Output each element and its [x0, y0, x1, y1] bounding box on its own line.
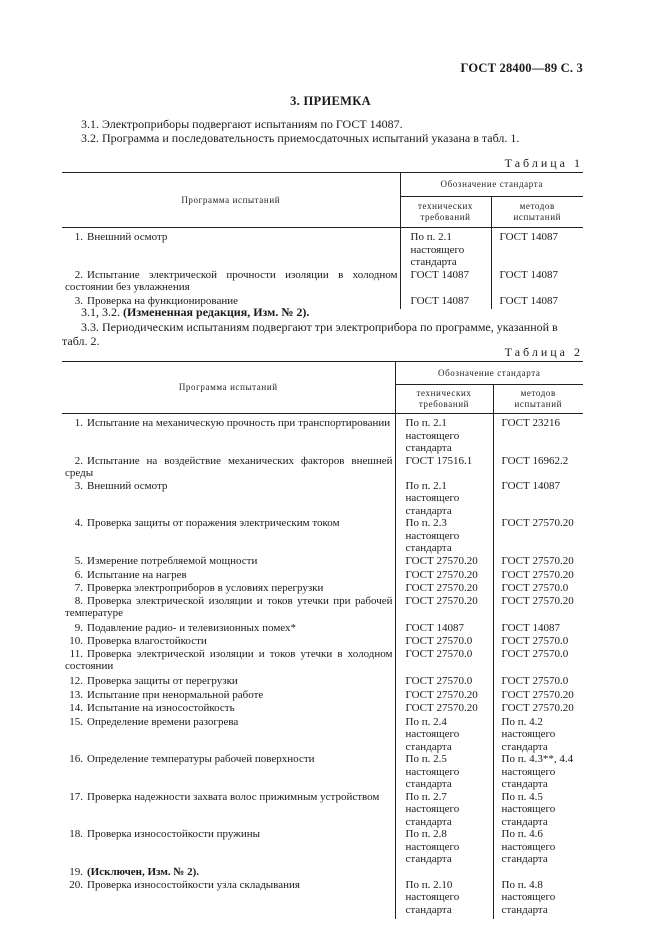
row-method-standard: По п. 4.8 настоящего стандарта: [501, 878, 556, 916]
row-method-standard: ГОСТ 14087: [501, 479, 560, 492]
table-row: 17. Проверка надежности захвата волос прижимным устройством По п. 2.7 настоящего стандарта По п. 4.5 настоящего стандарта: [62, 791, 583, 829]
row-name: Проверка электроприборов в условиях перегрузки: [87, 581, 324, 594]
table-row: 11. Проверка электрической изоляции и токов утечки в холодном состоянии ГОСТ 27570.0 ГОСТ 27570.0: [62, 648, 583, 675]
row-name: Проверка износостойкости пружины: [87, 828, 260, 840]
table2-label: Таблица 2: [504, 345, 583, 359]
row-tech-standard: ГОСТ 27570.0: [395, 675, 493, 689]
table-1: [62, 172, 583, 309]
row-name: Испытание на износостойкость: [87, 701, 235, 714]
row-tech-standard: ГОСТ 27570.20: [395, 595, 493, 622]
row-name: Испытание на механическую прочность при транспортировании: [87, 417, 391, 429]
table-row: 20. Проверка износостойкости узла складывания По п. 2.10 настоящего стандарта По п. 4.8 настоящего стандарта: [62, 879, 583, 919]
row-tech-standard: По п. 2.1 настоящего стандарта: [395, 480, 493, 518]
row-name: Испытание на воздействие механических факторов внешней среды: [65, 454, 393, 479]
row-method-standard: ГОСТ 27570.20: [501, 517, 574, 529]
paragraph-3-1: 3.1. Электроприборы подвергают испытаниям по ГОСТ 14087.: [81, 117, 403, 131]
row-tech-standard: ГОСТ 14087: [395, 622, 493, 635]
row-tech-standard: ГОСТ 27570.0: [395, 648, 493, 675]
table2-head-tech: технических требований: [395, 385, 493, 414]
table-row: 2. Испытание на воздействие механических факторов внешней среды ГОСТ 17516.1 ГОСТ 16962.2: [62, 455, 583, 480]
table-2: [62, 361, 583, 919]
row-tech-standard: ГОСТ 27570.0: [395, 635, 493, 648]
table-row: 3. Проверка на функционирование ГОСТ 14087 ГОСТ 14087: [62, 295, 583, 309]
row-method-standard: ГОСТ 27570.0: [501, 581, 569, 594]
row-method-standard: ГОСТ 16962.2: [501, 454, 569, 467]
table1-head-group: Обозначение стандарта: [400, 173, 583, 197]
row-tech-standard: По п. 2.1 настоящего стандарта: [395, 414, 493, 455]
page-header: ГОСТ 28400—89 С. 3: [460, 61, 583, 75]
row-tech-standard: По п. 2.10 настоящего стандарта: [395, 879, 493, 919]
table1-head-program: Программа испытаний: [62, 173, 400, 228]
row-name: Проверка надежности захвата волос прижимным устройством: [87, 790, 380, 803]
row-name: Испытание на нагрев: [87, 568, 187, 581]
row-method-standard: ГОСТ 27570.0: [501, 674, 569, 687]
table-row: 9. Подавление радио- и телевизионных помех* ГОСТ 14087 ГОСТ 14087: [62, 622, 583, 635]
row-tech-standard: ГОСТ 27570.20: [395, 555, 493, 569]
table2-head-program: Программа испытаний: [62, 362, 395, 414]
table-row: 2. Испытание электрической прочности изоляции в холодном состоянии без увлажнения ГОСТ 14087 ГОСТ 14087: [62, 269, 583, 295]
table-row: 7. Проверка электроприборов в условиях перегрузки ГОСТ 27570.20 ГОСТ 27570.0: [62, 582, 583, 595]
table2-head-meth: методов испытаний: [493, 385, 583, 414]
table-row: 15. Определение времени разогрева По п. 2.4 настоящего стандарта По п. 4.2 настоящего стандарта: [62, 716, 583, 754]
paragraph-3-3: 3.3. Периодическим испытаниям подвергают три электроприбора по программе, указанной в: [81, 320, 558, 334]
row-name: Измерение потребляемой мощности: [87, 554, 258, 567]
row-name: Определение температуры рабочей поверхности: [87, 753, 315, 765]
row-method-standard: ГОСТ 27570.0: [501, 647, 569, 660]
row-method-standard: ГОСТ 27570.20: [501, 688, 574, 701]
row-tech-standard: По п. 2.7 настоящего стандарта: [395, 791, 493, 829]
change-note: 3.1, 3.2. (Измененная редакция, Изм. № 2).: [81, 305, 310, 319]
row-tech-standard: [395, 866, 493, 879]
table-row: 1. Внешний осмотр По п. 2.1 настоящего стандарта ГОСТ 14087: [62, 228, 583, 269]
table-row: 18. Проверка износостойкости пружины По п. 2.8 настоящего стандарта По п. 4.6 настоящего стандарта: [62, 828, 583, 866]
row-method-standard: По п. 4.6 настоящего стандарта: [501, 828, 556, 865]
row-name: Проверка защиты от перегрузки: [87, 674, 238, 687]
row-name: Проверка защиты от поражения электрическим током: [87, 517, 340, 529]
row-name: Подавление радио- и телевизионных помех*: [87, 621, 297, 634]
row-tech-standard: По п. 2.3 настоящего стандарта: [395, 517, 493, 555]
row-name: Внешний осмотр: [87, 479, 168, 492]
row-method-standard: ГОСТ 27570.20: [501, 594, 574, 607]
row-tech-standard: ГОСТ 17516.1: [395, 455, 493, 480]
table1-label: Таблица 1: [504, 156, 583, 170]
row-method-standard: По п. 4.3**, 4.4 настоящего стандарта: [501, 753, 574, 790]
row-name: Определение времени разогрева: [87, 715, 239, 728]
row-method-standard: ГОСТ 23216: [501, 417, 560, 429]
row-name: Испытание при ненормальной работе: [87, 688, 264, 701]
row-tech-standard: ГОСТ 27570.20: [395, 569, 493, 582]
table-row: 10. Проверка влагостойкости ГОСТ 27570.0 ГОСТ 27570.0: [62, 635, 583, 648]
table1-head-meth: методов испытаний: [491, 197, 583, 228]
row-method-standard: ГОСТ 27570.20: [501, 568, 574, 581]
row-name: Проверка влагостойкости: [87, 634, 207, 647]
row-method-standard: По п. 4.5 настоящего стандарта: [501, 790, 556, 828]
row-tech-standard: По п. 2.5 настоящего стандарта: [395, 753, 493, 791]
row-name: Проверка электрической изоляции и токов утечки при рабочей температуре: [65, 594, 393, 619]
table-row: 19. (Исключен, Изм. № 2).: [62, 866, 583, 879]
table1-head-tech: технических требований: [400, 197, 491, 228]
row-tech-standard: ГОСТ 27570.20: [395, 702, 493, 716]
row-tech-standard: По п. 2.8 настоящего стандарта: [395, 828, 493, 866]
table-row: 5. Измерение потребляемой мощности ГОСТ 27570.20 ГОСТ 27570.20: [62, 555, 583, 569]
table-row: 8. Проверка электрической изоляции и токов утечки при рабочей температуре ГОСТ 27570.20 ГОСТ 27570.20: [62, 595, 583, 622]
table-row: 6. Испытание на нагрев ГОСТ 27570.20 ГОСТ 27570.20: [62, 569, 583, 582]
row-method-standard: [493, 866, 583, 879]
row-name: (Исключен, Изм. № 2).: [87, 865, 200, 878]
table-row: 12. Проверка защиты от перегрузки ГОСТ 27570.0 ГОСТ 27570.0: [62, 675, 583, 689]
paragraph-3-2: 3.2. Программа и последовательность приемосдаточных испытаний указана в табл. 1.: [81, 131, 520, 145]
row-method-standard: ГОСТ 27570.20: [501, 554, 574, 567]
section-title: 3. ПРИЕМКА: [290, 94, 371, 108]
table-row: 16. Определение температуры рабочей поверхности По п. 2.5 настоящего стандарта По п. 4.3**, 4.4 настоящего стандарта: [62, 753, 583, 791]
table-row: 13. Испытание при ненормальной работе ГОСТ 27570.20 ГОСТ 27570.20: [62, 689, 583, 702]
row-method-standard: ГОСТ 14087: [501, 621, 560, 634]
table-row: 3. Внешний осмотр По п. 2.1 настоящего стандарта ГОСТ 14087: [62, 480, 583, 518]
row-tech-standard: ГОСТ 27570.20: [395, 582, 493, 595]
row-method-standard: ГОСТ 27570.20: [501, 701, 574, 714]
paragraph-3-3-cont: табл. 2.: [62, 334, 100, 348]
table1-body: [62, 228, 583, 309]
row-name: Проверка износостойкости узла складывания: [87, 878, 300, 891]
row-tech-standard: По п. 2.4 настоящего стандарта: [395, 716, 493, 754]
row-name: Проверка электрической изоляции и токов утечки в холодном состоянии: [65, 647, 393, 672]
table2-head-group: Обозначение стандарта: [395, 362, 583, 385]
table-row: 14. Испытание на износостойкость ГОСТ 27570.20 ГОСТ 27570.20: [62, 702, 583, 716]
table-row: 4. Проверка защиты от поражения электрическим током По п. 2.3 настоящего стандарта ГОСТ 27570.20: [62, 517, 583, 555]
row-method-standard: По п. 4.2 настоящего стандарта: [501, 715, 556, 753]
row-tech-standard: ГОСТ 27570.20: [395, 689, 493, 702]
table2-body: [62, 414, 583, 919]
row-method-standard: ГОСТ 27570.0: [501, 634, 569, 647]
table-row: 1. Испытание на механическую прочность при транспортировании По п. 2.1 настоящего стандарта ГОСТ 23216: [62, 414, 583, 455]
